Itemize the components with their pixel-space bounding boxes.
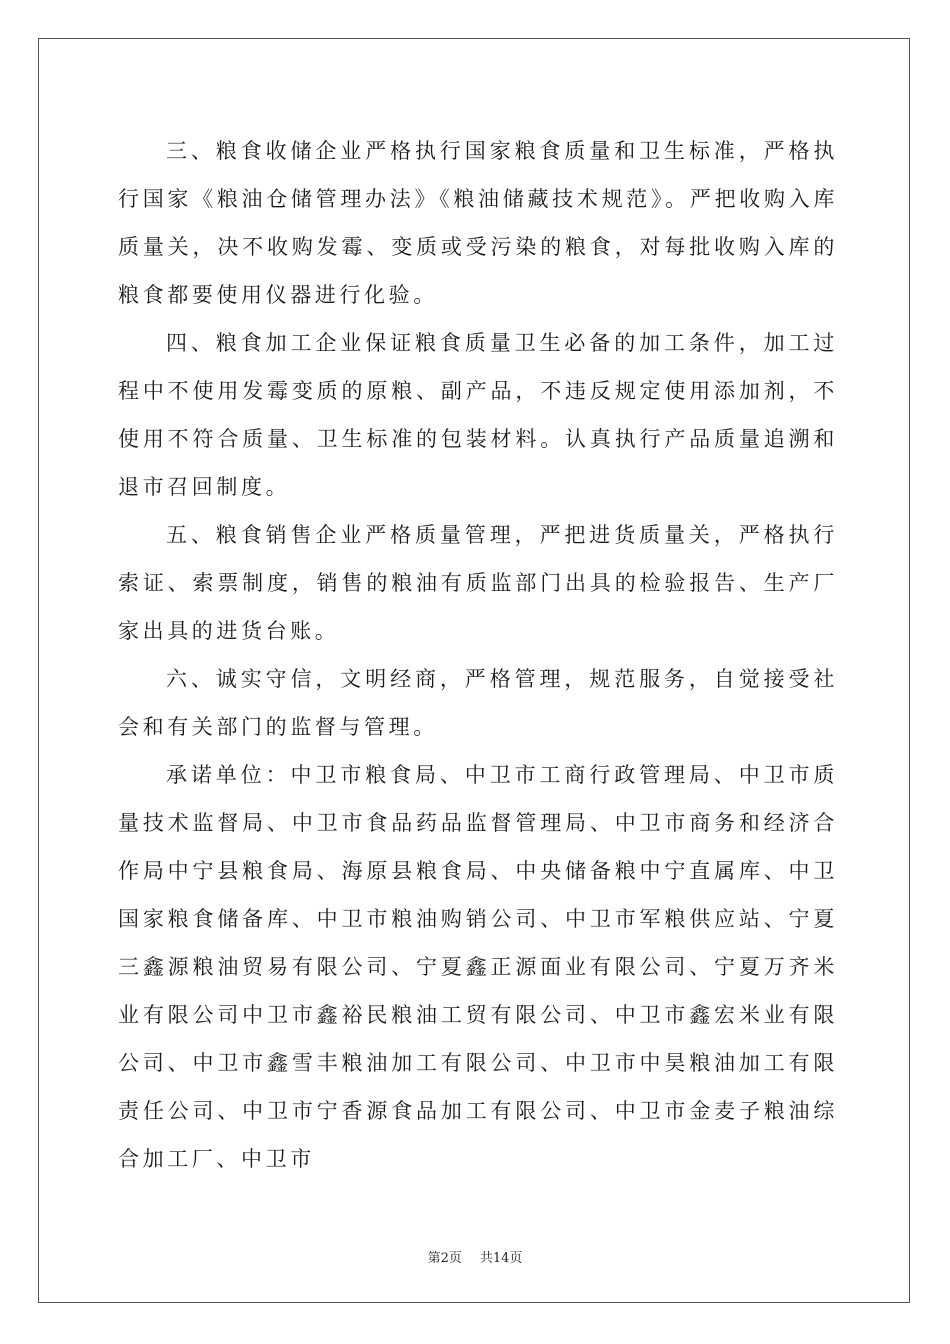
paragraph-4-grain-processing: 四、粮食加工企业保证粮食质量卫生必备的加工条件，加工过程中不使用发霉变质的原粮、副产品，不违反规定使用添加剂，不使用不符合质量、卫生标准的包装材料。认真执行产品质量追溯和退市召回制度。 [118, 331, 838, 499]
paragraph-6-integrity: 六、诚实守信，文明经商，严格管理，规范服务，自觉接受社会和有关部门的监督与管理。 [118, 667, 838, 739]
page-total: 共14页 [479, 1251, 523, 1266]
document-body [118, 127, 838, 1183]
paragraph-committed-units: 承诺单位：中卫市粮食局、中卫市工商行政管理局、中卫市质量技术监督局、中卫市食品药品监督管理局、中卫市商务和经济合作局中宁县粮食局、海原县粮食局、中央储备粮中宁直属库、中卫国家粮食储备库、中卫市粮油购销公司、中卫市军粮供应站、宁夏三鑫源粮油贸易有限公司、宁夏鑫正源面业有限公司、宁夏万齐米业有限公司中卫市鑫裕民粮油工贸有限公司、中卫市鑫宏米业有限公司、中卫市鑫雪丰粮油加工有限公司、中卫市中昊粮油加工有限责任公司、中卫市宁香源食品加工有限公司、中卫市金麦子粮油综合加工厂、中卫市 [118, 763, 838, 1171]
paragraph-5-grain-sales: 五、粮食销售企业严格质量管理，严把进货质量关，严格执行索证、索票制度，销售的粮油有质监部门出具的检验报告、生产厂家出具的进货台账。 [118, 523, 838, 643]
paragraph-3-grain-storage: 三、粮食收储企业严格执行国家粮食质量和卫生标准，严格执行国家《粮油仓储管理办法》《粮油储藏技术规范》。严把收购入库质量关，决不收购发霉、变质或受污染的粮食，对每批收购入库的粮食都要使用仪器进行化验。 [118, 139, 838, 307]
page-footer [0, 1247, 950, 1266]
page-number: 第2页 [427, 1251, 462, 1266]
